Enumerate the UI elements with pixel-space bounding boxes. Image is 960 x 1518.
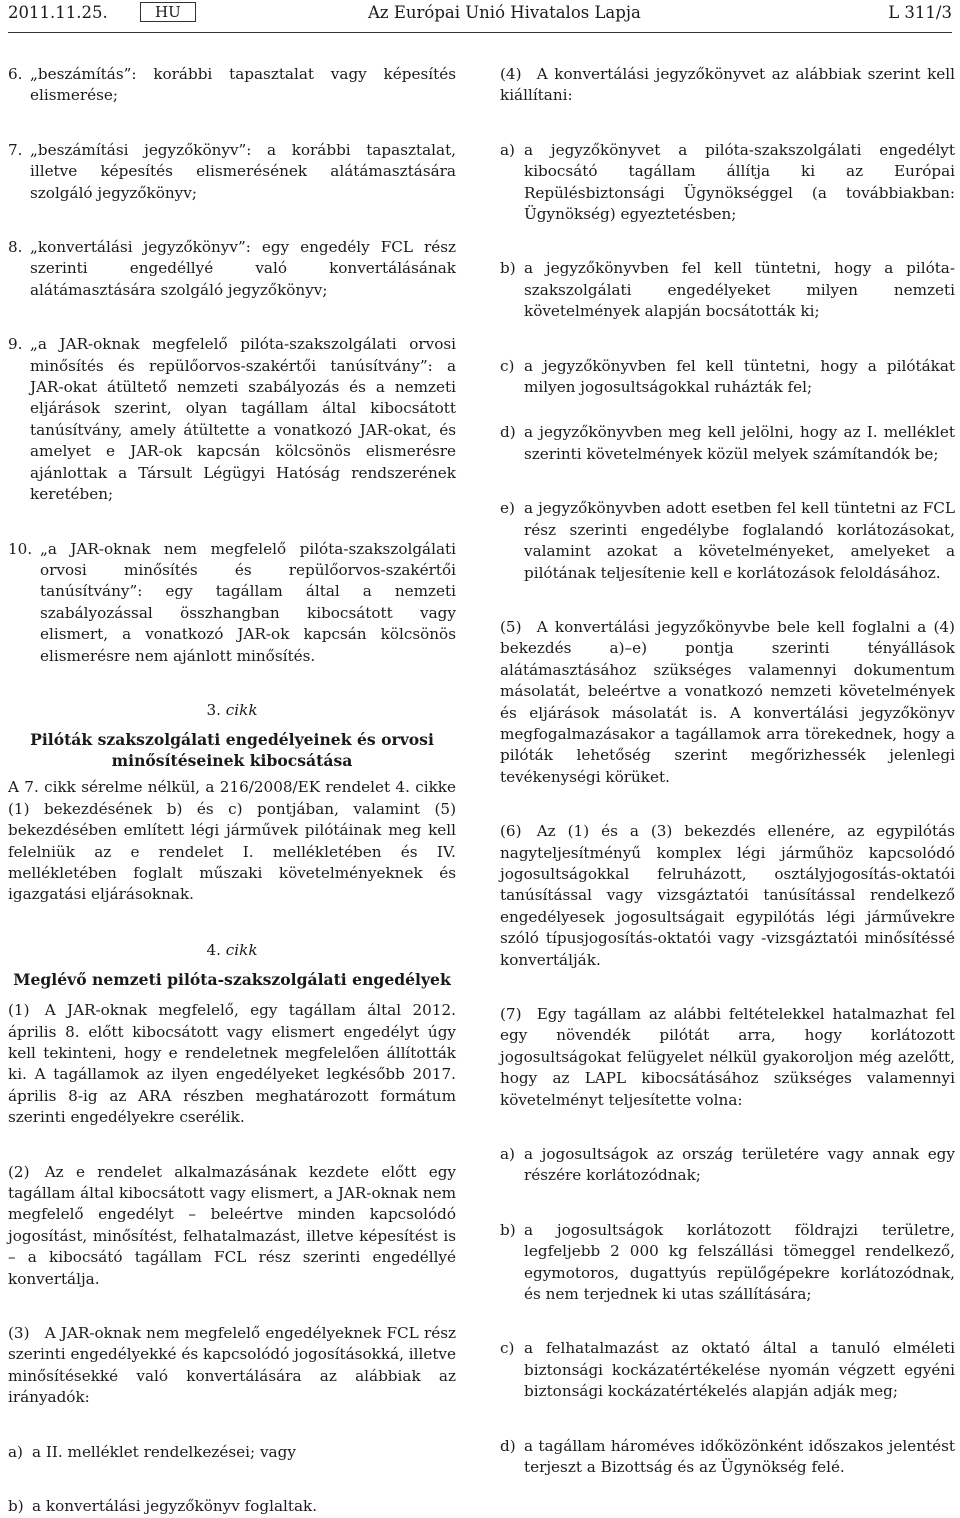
article-word: cikk [225,940,258,959]
item-text: „beszámítás”: korábbi tapasztalat vagy képesítés elismerése; [30,65,456,105]
paragraph-3-point-b [8,1496,456,1517]
point-label: b) [500,259,516,278]
point-text: a jegyzőkönyvben adott esetben fel kell tüntetni az FCL rész szerinti engedélybe foglalandó korlátozásokat, valamint azokat a követelményeket, amelyeket a pilótának teljesítenie kell e korlátozások feloldásához. [524,499,955,582]
right-column [500,64,955,1479]
paragraph-7-point-b [500,1220,955,1306]
paragraph-3: (3) A JAR-oknak nem megfelelő engedélyeknek FCL rész szerinti engedélyekké és kapcsolódó jogosításokká, illetve minősítésekké való konvertálására az alábbiak az irányadók: [8,1324,456,1407]
paragraph-7-point-c [500,1338,955,1402]
point-label: a) [8,1442,23,1461]
paragraph-4: (4) A konvertálási jegyzőkönyvet az alábbiak szerint kell kiállítani: [500,65,955,105]
item-number: 7. [8,140,23,159]
item-number: 9. [8,335,23,354]
paragraph-4-point-c [500,356,955,399]
item-text: „konvertálási jegyzőkönyv”: egy engedély FCL rész szerinti engedéllyé való konvertálásának alátámasztására szolgáló jegyzőkönyv; [30,238,456,299]
header-divider [8,32,952,33]
definition-10 [8,539,456,667]
article-4-title: Meglévő nemzeti pilóta-szakszolgálati engedélyek [13,970,451,990]
point-label: d) [500,423,516,442]
point-label: c) [500,356,515,375]
point-text: a felhatalmazást az oktató által a tanuló elméleti biztonsági kockázatértékelése nyomán végzett egyéni biztonsági kockázatértékelés alapján adják meg; [524,1339,955,1401]
paragraph-3-point-a [8,1442,456,1463]
item-number: 6. [8,65,23,83]
point-label: e) [500,499,515,518]
article-word: cikk [225,700,258,719]
paragraph-1: (1) A JAR-oknak megfelelő, egy tagállam által 2012. április 8. előtt kibocsátott vagy elismert engedélyt úgy kell tekinteni, hogy e rendeletnek megfelelően állították ki. A tagállamok az ilyen engedélyeket legkésőbb 2017. április 8-ig az ARA részben meghatározott formátum szerinti engedélyekre cserélik. [8,1001,456,1127]
definition-9 [8,334,456,505]
item-text: „beszámítási jegyzőkönyv”: a korábbi tapasztalat, illetve képesítés elismerésének alátámasztására szolgáló jegyzőkönyv; [30,140,456,202]
point-text: a konvertálási jegyzőkönyv foglaltak. [32,1497,318,1516]
page-reference: L 311/3 [888,3,952,22]
paragraph-7-point-a [500,1144,955,1187]
paragraph-5: (5) A konvertálási jegyzőkönyvbe bele kell foglalni a (4) bekezdés a)–e) pontja szerinti tényállások alátámasztásához szükséges valamennyi dokumentum másolatát, beleértve a vonatkozó nemzeti követelmények és eljárások másolatát is. A konvertálási jegyzőkönyv megfogalmazásakor a tagállamok arra törekednek, hogy a pilóták lehetőség szerint megőrizhessék jelenlegi tevékenységi körüket. [500,617,955,786]
point-text: a tagállam hároméves időközönként időszakos jelentést terjeszt a Bizottság és az Ügynökség felé. [524,1436,955,1477]
point-label: c) [500,1339,515,1358]
item-number: 8. [8,238,23,257]
point-label: b) [8,1497,24,1516]
journal-title: Az Európai Unió Hivatalos Lapja [368,3,641,22]
language-code-box: HU [140,2,196,22]
article-4-number [8,940,456,961]
paragraph-4-point-e [500,498,955,584]
paragraph-4-point-a [500,140,955,226]
item-text: „a JAR-oknak megfelelő pilóta-szakszolgálati orvosi minősítés és repülőorvos-szakértői tanúsítvány”: a JAR-okat átültető nemzeti szabályozás és a nemzeti eljárások szerint, olyan tagállam által kibocsátott tanúsítvány, amely átültette a vonatkozó JAR-okat, és amelyet e JAR-ok kapcsán kölcsönös elismerésre ajánlottak a Társult Légügyi Hatóság rendszerének keretében; [30,335,456,504]
definition-6 [8,64,456,107]
article-3-number [8,700,456,721]
article-3-text: A 7. cikk sérelme nélkül, a 216/2008/EK rendelet 4. cikke (1) bekezdésének b) és c) pontjában, valamint (5) bekezdésében említett légi járművek pilótáinak meg kell felelniük az e rendelet I. mellékletében és IV. mellékletében foglalt műszaki követelményeknek és igazgatási eljárásoknak. [8,778,456,904]
article-3-title: Pilóták szakszolgálati engedélyeinek és orvosi minősítéseinek kibocsátása [30,730,434,771]
definition-8 [8,237,456,301]
paragraph-6: (6) Az (1) és a (3) bekezdés ellenére, az egypilótás nagyteljesítményű komplex légi járműhöz kapcsolódó jogosultságokkal felruházott, osztályjogosítás-oktatói tanúsítással vagy vizsgáztatói tanúsítással rendelkező engedélyesek jogosultságait egypilótás légi járművekre szóló típusjogosítás-oktatói vagy -vizsgáztatói minősítéssé konvertálják. [500,822,955,969]
point-text: a jegyzőkönyvben fel kell tüntetni, hogy a pilótákat milyen jogosultságokkal ruházták fel; [524,356,955,397]
paragraph-7: (7) Egy tagállam az alábbi feltételekkel hatalmazhat fel egy növendék pilótát arra, hogy korlátozott jogosultságokat felügyelet nélkül gyakoroljon még azelőtt, hogy az LAPL kibocsátásához szükséges valamennyi követelményt teljesítette volna: [500,1005,955,1109]
point-text: a jegyzőkönyvben meg kell jelölni, hogy az I. melléklet szerinti követelmények közül melyek számítandók be; [524,423,955,463]
paragraph-4-point-d [500,422,955,465]
point-label: a) [500,1145,515,1164]
point-text: a II. melléklet rendelkezései; vagy [32,1442,296,1461]
item-text: „a JAR-oknak nem megfelelő pilóta-szakszolgálati orvosi minősítés és repülőorvos-szakértői tanúsítvány”: egy tagállam által a nemzeti szabályozással összhangban kibocsátott vagy elismert, a vonatkozó JAR-ok kapcsán kölcsönös elismerésre nem ajánlott minősítés. [40,539,456,665]
left-column [8,64,456,1518]
point-label: d) [500,1436,516,1455]
page-header [8,0,952,30]
paragraph-2: (2) Az e rendelet alkalmazásának kezdete előtt egy tagállam által kibocsátott vagy elismert, a JAR-oknak nem megfelelő engedélyt – beleértve minden kapcsolódó jogosítást, minősítést, felhatalmazást, illetve képesítést is – a kibocsátó tagállam FCL rész szerinti engedéllyé konvertálja. [8,1162,456,1288]
point-text: a jogosultságok korlátozott földrajzi területre, legfeljebb 2 000 kg felszállási tömeggel rendelkező, egymotoros, dugattyús repülőgépekre korlátozódnak, és nem terjednek ki utas szállítására; [524,1220,955,1304]
publication-date: 2011.11.25. [8,3,108,22]
article-number: 3. [206,700,221,719]
point-label: b) [500,1220,516,1239]
item-number: 10. [8,539,33,558]
definition-7 [8,140,456,204]
article-number: 4. [206,940,221,959]
paragraph-4-point-b [500,258,955,322]
point-text: a jegyzőkönyvben fel kell tüntetni, hogy a pilóta-szakszolgálati engedélyeket milyen nemzeti követelmények alapján bocsátották ki; [524,259,955,321]
point-text: a jegyzőkönyvet a pilóta-szakszolgálati engedélyt kibocsátó tagállam állítja ki az Európai Repülésbiztonsági Ügynökséggel (a továbbiakban: Ügynökség) egyeztetésben; [524,140,955,224]
point-text: a jogosultságok az ország területére vagy annak egy részére korlátozódnak; [524,1145,955,1185]
point-label: a) [500,140,515,159]
paragraph-7-point-d [500,1436,955,1479]
